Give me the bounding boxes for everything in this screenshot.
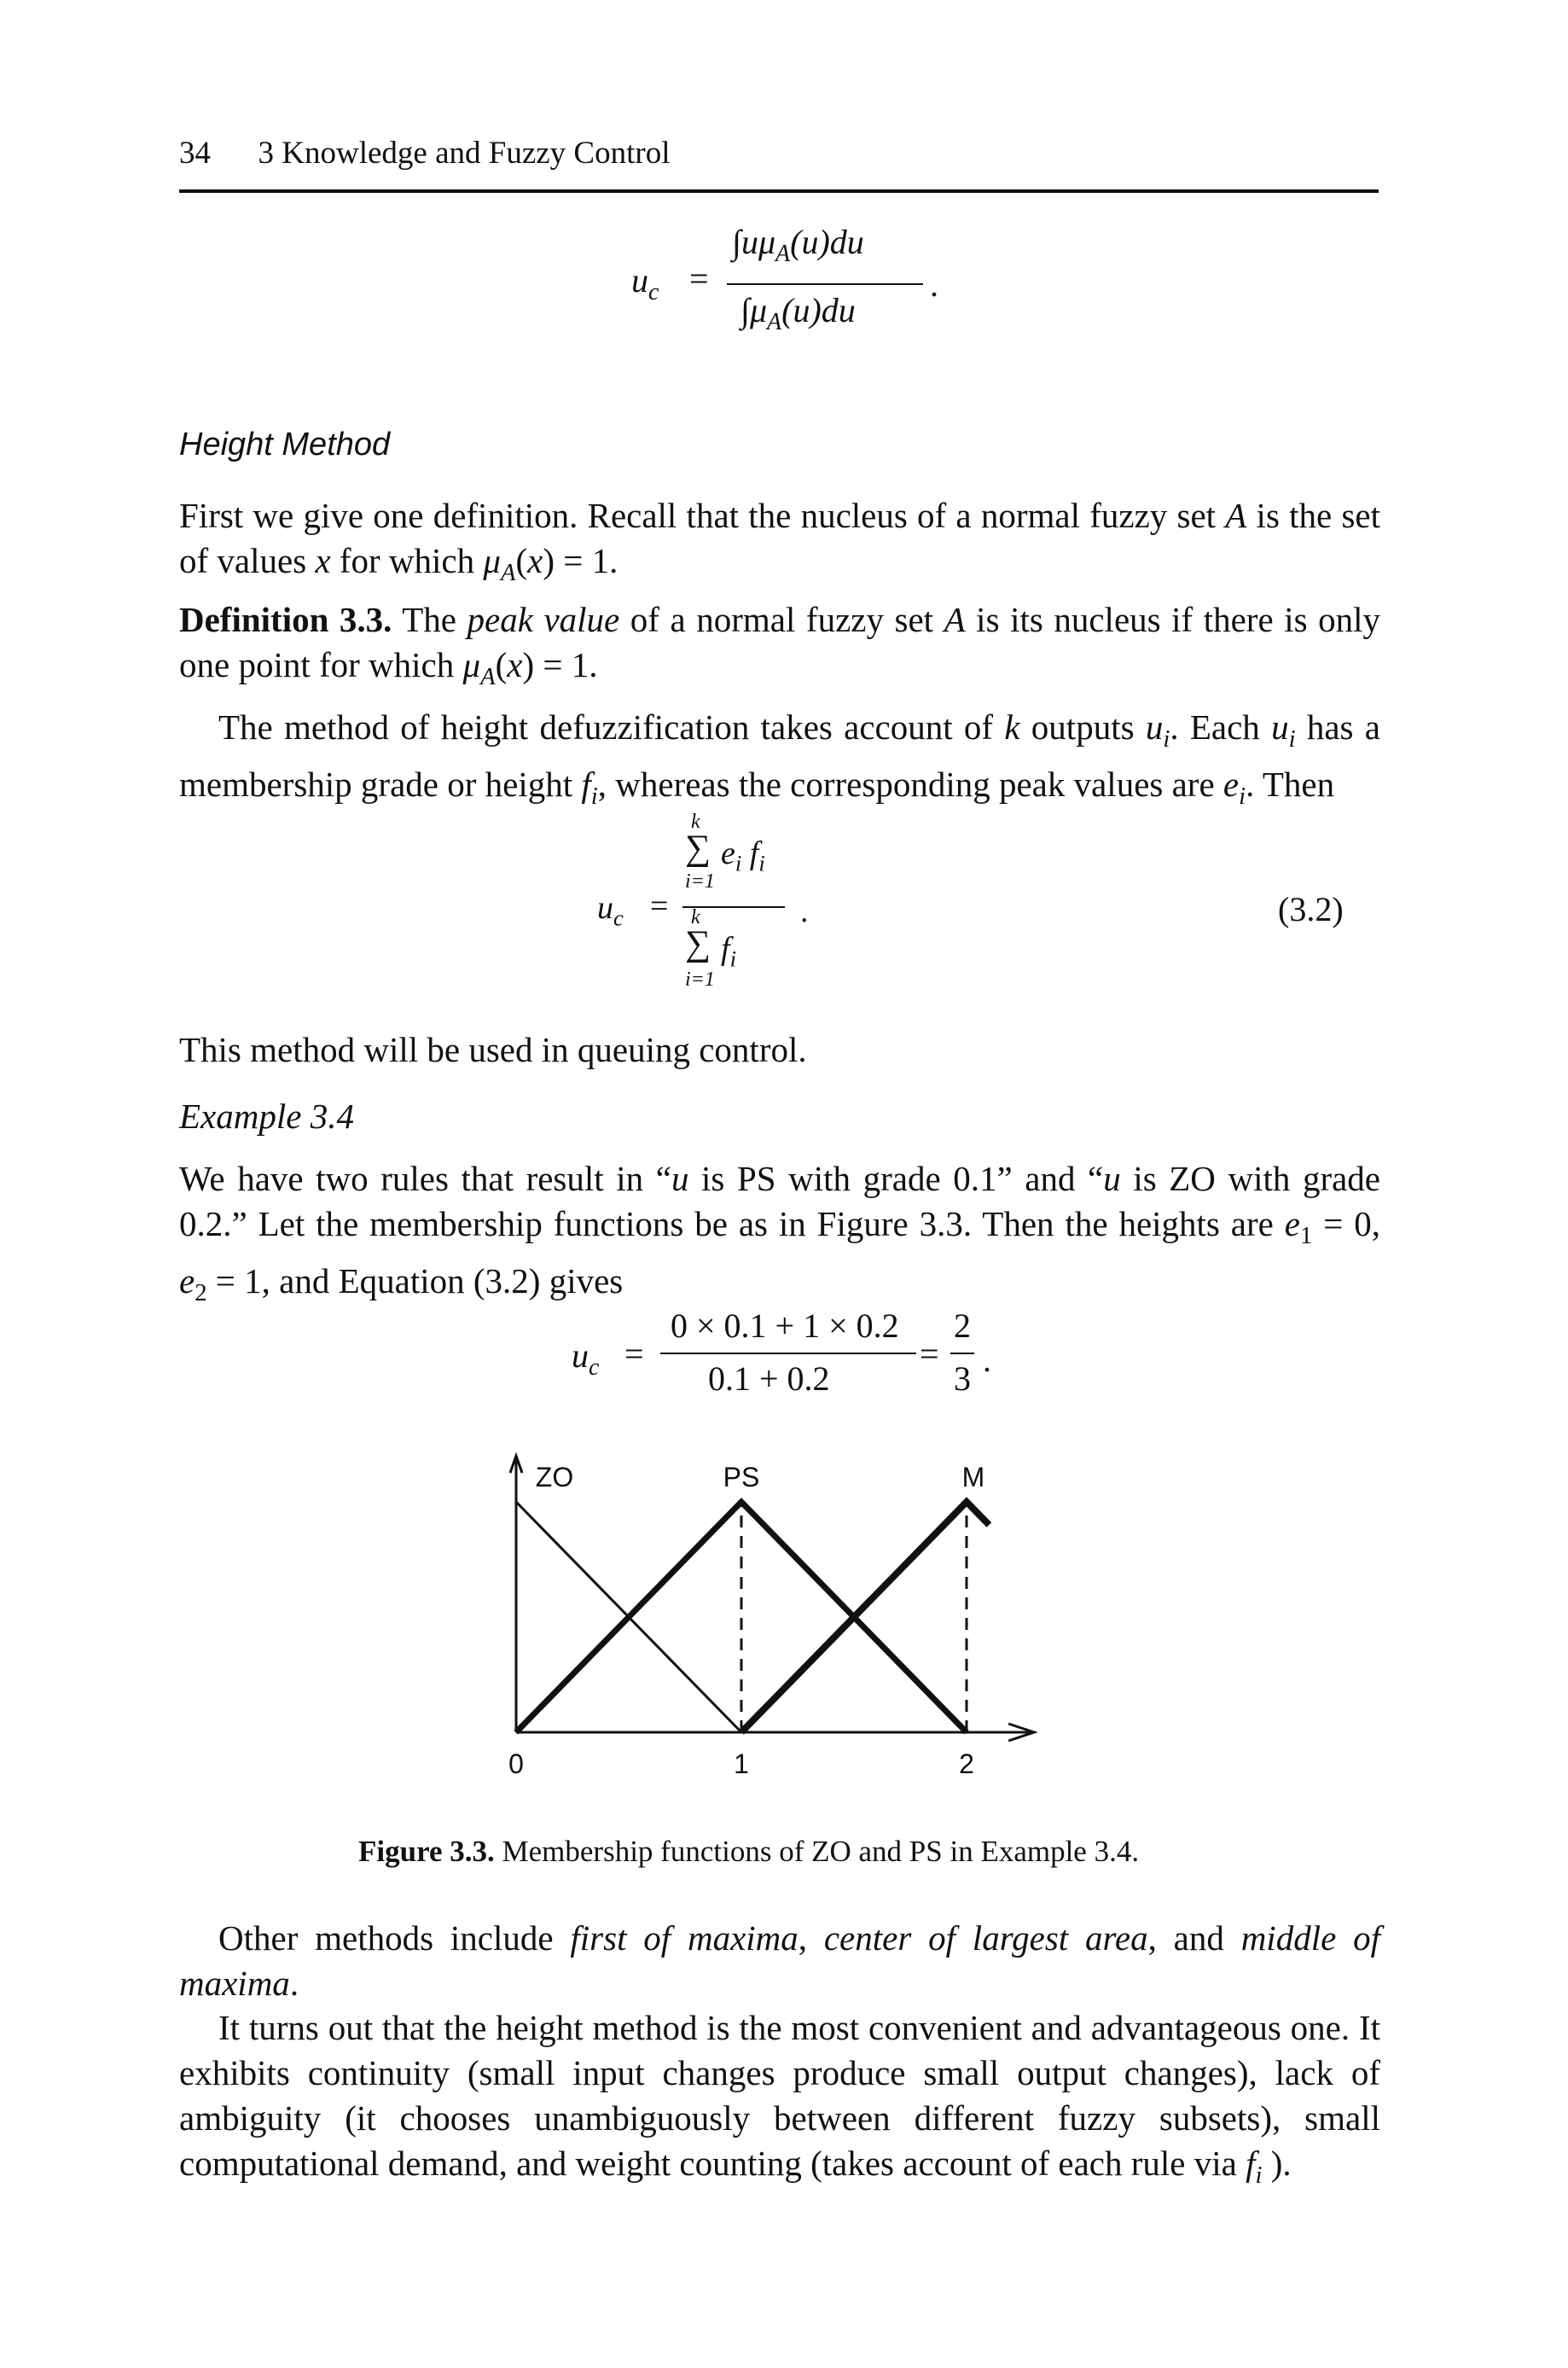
conclusion-paragraph: It turns out that the height method is the most convenient and advantageous one. It exhibits continuity (small input changes produce small output changes), lack of ambiguity (it chooses unambiguously between different fuzzy subsets), small computational demand, and weight counting (takes account of each rule via $f_i$ ). xyxy=(179,2008,1380,2190)
centroid-denominator: $\int\mu_A(u)du$ xyxy=(740,291,856,335)
centroid-lhs: $u_c$ xyxy=(631,261,659,305)
example-label: Example 3.4 xyxy=(179,1097,354,1136)
series-label-zo: ZO xyxy=(535,1462,574,1492)
num-term: $e_i$ $f_i$ xyxy=(721,835,765,876)
header-rule xyxy=(179,189,1379,193)
ex-result-den: 3 xyxy=(954,1359,971,1398)
centroid-period: . xyxy=(930,265,938,304)
den-sigma: ∑ xyxy=(685,924,711,963)
ex-period: . xyxy=(983,1341,991,1379)
ex-equals-2: = xyxy=(920,1335,939,1373)
ex-result-num: 2 xyxy=(954,1306,971,1345)
other-methods-paragraph: Other methods include first of maxima, center of largest area, and middle of maxima. xyxy=(179,1918,1380,2003)
definition-paragraph: Definition 3.3. The peak value of a normal fuzzy set A is its nucleus if there is only one point for which $\mu_A(x) = 1$. xyxy=(179,600,1380,691)
x-tick-label-0: 0 xyxy=(508,1748,524,1779)
example-equation xyxy=(572,1306,991,1417)
den-sum-lower: i=1 xyxy=(685,969,715,991)
series-label-ps: PS xyxy=(723,1462,760,1492)
section-heading: Height Method xyxy=(179,427,391,463)
num-sum-lower: i=1 xyxy=(685,870,715,893)
ex-numerator: 0 × 0.1 + 1 × 0.2 xyxy=(671,1306,899,1345)
figure-caption-text: Membership functions of ZO and PS in Example 3.4. xyxy=(494,1835,1140,1868)
ex-denominator: 0.1 + 0.2 xyxy=(708,1359,830,1398)
figure-caption xyxy=(358,1835,1139,1869)
x-tick-label-2: 2 xyxy=(959,1748,974,1779)
running-head xyxy=(179,135,670,172)
centroid-numerator: $\int u\mu_A(u)du$ xyxy=(732,223,864,267)
series-label-m: M xyxy=(961,1462,985,1492)
centroid-equals: = xyxy=(689,259,709,298)
equation-3-2 xyxy=(597,811,853,1015)
centroid-fraction-bar xyxy=(727,283,923,285)
nucleus-paragraph: First we give one definition. Recall that the nucleus of a normal fuzzy set A is the set of values x for which $\mu_A(x) = 1$. xyxy=(179,496,1380,587)
figure-label: Figure 3.3. xyxy=(358,1835,495,1868)
chapter-title: 3 Knowledge and Fuzzy Control xyxy=(258,136,671,171)
x-tick-label-1: 1 xyxy=(734,1748,749,1779)
eq32-lhs: $u_c$ xyxy=(597,890,624,931)
den-term: $f_i$ xyxy=(721,931,736,972)
ex-result-bar xyxy=(950,1353,974,1354)
page-number: 34 xyxy=(179,136,211,171)
equation-number: (3.2) xyxy=(1278,890,1344,928)
ex-equals: = xyxy=(624,1335,644,1373)
ex-lhs: $u_c$ xyxy=(572,1336,600,1381)
example-paragraph: We have two rules that result in “u is PS with grade 0.1” and “u is ZO with grade 0.2.” Let the membership functions be as in Figure 3.3. Then the heights are $e_1 = 0$, $e_2 = 1$, and Equation (3.2) gives xyxy=(179,1159,1380,1307)
den-sum-upper: k xyxy=(691,906,700,928)
queuing-sentence: This method will be used in queuing control. xyxy=(179,1030,807,1069)
num-sigma: ∑ xyxy=(685,829,711,868)
membership-chart xyxy=(478,1451,1075,1792)
eq32-equals: = xyxy=(650,888,669,924)
num-sum-upper: k xyxy=(691,811,700,833)
height-paragraph: The method of height defuzzification takes account of k outputs $u_i$. Each $u_i$ has a membership grade or height $f_i$, whereas the corresponding peak values are $e_i$. Then xyxy=(179,707,1380,811)
ex-fraction-bar xyxy=(660,1353,916,1354)
centroid-equation xyxy=(631,222,938,350)
definition-label: Definition 3.3. xyxy=(179,600,392,639)
eq32-period: . xyxy=(800,893,809,929)
